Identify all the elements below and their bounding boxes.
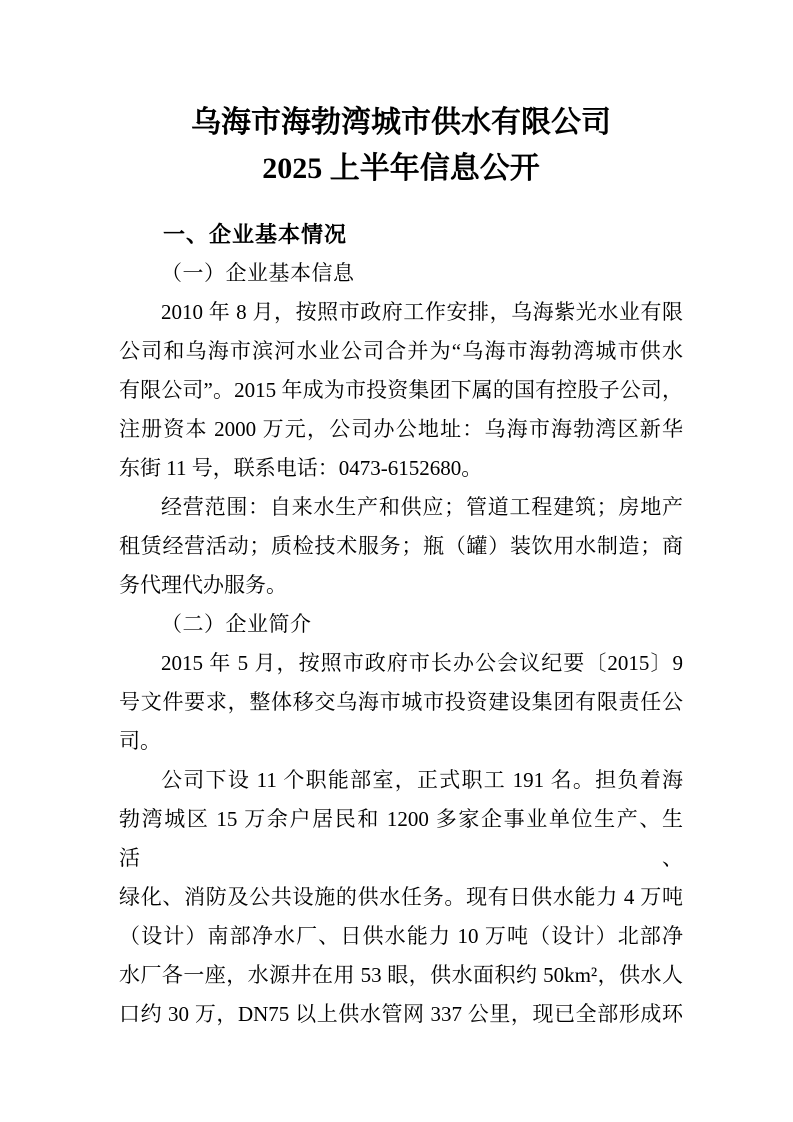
subsection-heading-1: （一）企业基本信息 (161, 261, 355, 285)
document-title-line-1: 乌海市海勃湾城市供水有限公司 (191, 106, 611, 139)
text-line: 东街 11 号，联系电话：0473-6152680。 (119, 456, 483, 480)
text-line: 注册资本 2000 万元，公司办公地址：乌海市海勃湾区新华 (119, 417, 683, 441)
text-line: 2010 年 8 月，按照市政府工作安排，乌海紫光水业有限 (161, 300, 683, 324)
text-line: 勃湾城区 15 万余户居民和 1200 多家企事业单位生产、生活、 (119, 807, 683, 870)
text-line: （设计）南部净水厂、日供水能力 10 万吨（设计）北部净 (119, 924, 683, 948)
text-line: 口约 30 万，DN75 以上供水管网 337 公里，现已全部形成环 (119, 1002, 683, 1026)
text-line: 公司下设 11 个职能部室，正式职工 191 名。担负着海 (161, 768, 683, 792)
text-line: 号文件要求，整体移交乌海市城市投资建设集团有限责任公 (119, 690, 683, 714)
text-line: 司。 (119, 729, 161, 753)
text-line: 水厂各一座，水源井在用 53 眼，供水面积约 50km²，供水人 (119, 963, 683, 987)
text-line: 绿化、消防及公共设施的供水任务。现有日供水能力 4 万吨 (119, 885, 683, 909)
text-line: 务代理代办服务。 (119, 573, 287, 597)
text-line: 2015 年 5 月，按照市政府市长办公会议纪要〔2015〕9 (161, 651, 683, 675)
text-line: 有限公司”。2015 年成为市投资集团下属的国有控股子公司， (119, 378, 683, 402)
text-line: 租赁经营活动；质检技术服务；瓶（罐）装饮用水制造；商 (119, 534, 683, 558)
section-heading: 一、企业基本情况 (163, 222, 348, 247)
text-line: 经营范围：自来水生产和供应；管道工程建筑；房地产 (161, 495, 683, 519)
document-title-line-2: 2025 上半年信息公开 (262, 152, 540, 185)
subsection-heading-2: （二）企业简介 (161, 612, 312, 636)
text-line: 公司和乌海市滨河水业公司合并为“乌海市海勃湾城市供水 (119, 339, 683, 363)
